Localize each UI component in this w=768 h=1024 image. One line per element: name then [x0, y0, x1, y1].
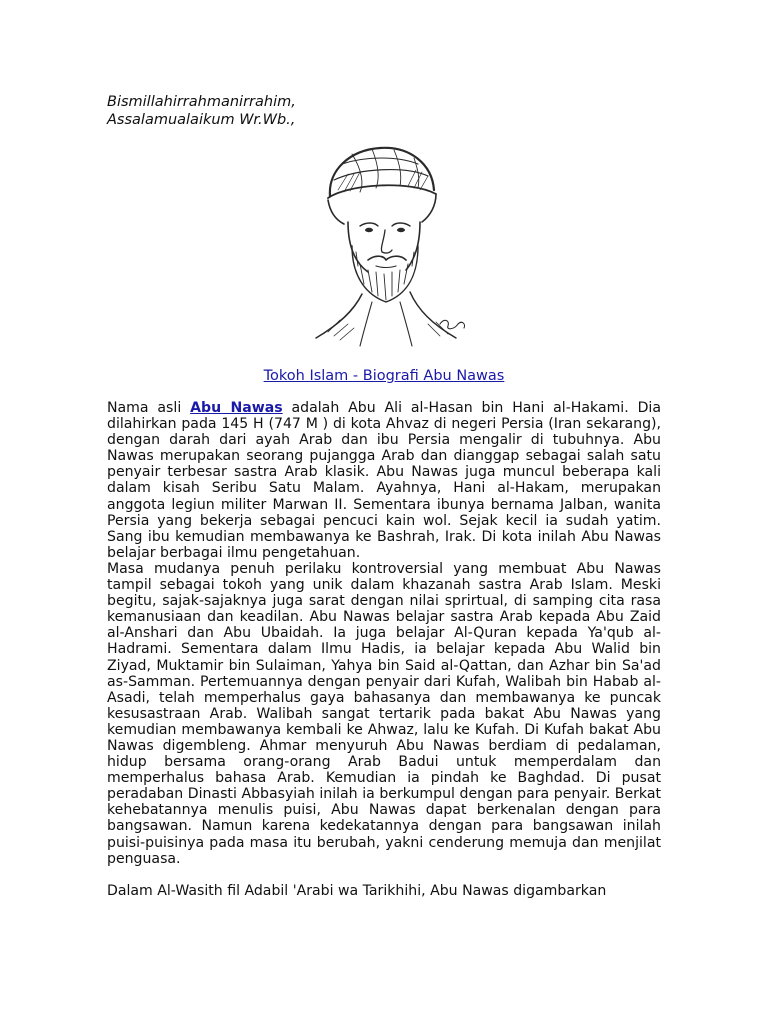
greeting-line-1: Bismillahirrahmanirrahim, [107, 94, 296, 110]
paragraph-1 [107, 400, 661, 561]
greeting [107, 93, 296, 129]
greeting-line-2: Assalamualaikum Wr.Wb., [107, 112, 296, 128]
portrait-illustration [268, 134, 488, 352]
abu-nawas-link[interactable]: Abu Nawas [190, 400, 283, 416]
paragraph-2: Masa mudanya penuh perilaku kontroversial yang membuat Abu Nawas tampil sebagai tokoh yang unik dalam khazanah sastra Arab Islam. Meski begitu, sajak-sajaknya juga sarat dengan nilai sprirtual, di samping cita rasa kemanusiaan dan keadilan. Abu Nawas belajar sastra Arab kepada Abu Zaid al-Anshari dan Abu Ubaidah. Ia juga belajar Al-Quran kepada Ya'qub al-Hadrami. Sementara dalam Ilmu Hadis, ia belajar kepada Abu Walid bin Ziyad, Muktamir bin Sulaiman, Yahya bin Said al-Qattan, dan Azhar bin Sa'ad as-Samman. Pertemuannya dengan penyair dari Kufah, Walibah bin Habab al-Asadi, telah memperhalus gaya bahasanya dan membawanya ke puncak kesusastraan Arab. Walibah sangat tertarik pada bakat Abu Nawas yang kemudian membawanya kembali ke Ahwaz, lalu ke Kufah. Di Kufah bakat Abu Nawas digembleng. Ahmar menyuruh Abu Nawas berdiam di pedalaman, hidup bersama orang-orang Arab Badui untuk memperdalam dan memperhalus bahasa Arab. Kemudian ia pindah ke Baghdad. Di pusat peradaban Dinasti Abbasyiah inilah ia berkumpul dengan para penyair. Berkat kehebatannya menulis puisi, Abu Nawas dapat berkenalan dengan para bangsawan. Namun karena kedekatannya dengan para bangsawan inilah puisi-puisinya pada masa itu berubah, yakni cenderung memuja dan menjilat penguasa. [107, 560, 661, 867]
paragraph-1-prefix: Nama asli [107, 400, 191, 416]
paragraph-1-text: adalah Abu Ali al-Hasan bin Hani al-Hakami. Dia dilahirkan pada 145 H (747 M ) di kota Ahvaz di negeri Persia (Iran sekarang), dengan darah dari ayah Arab dan ibu Persia mengalir di tubuhnya. Abu Nawas merupakan seorang pujangga Arab dan dianggap sebagai salah satu penyair terbesar sastra Arab klasik. Abu Nawas juga muncul beberapa kali dalam kisah Seribu Satu Malam. Ayahnya, Hani al-Hakam, merupakan anggota legiun militer Marwan II. Sementara ibunya bernama Jalban, wanita Persia yang bekerja sebagai pencuci kain wol. Sejak kecil ia sudah yatim. Sang ibu kemudian membawanya ke Bashrah, Irak. Di kota inilah Abu Nawas belajar berbagai ilmu pengetahuan. [107, 400, 661, 561]
paragraph-gap [107, 867, 661, 883]
article-title[interactable] [107, 367, 661, 385]
article-title-link[interactable]: Tokoh Islam - Biografi Abu Nawas [263, 368, 505, 384]
article-body [107, 400, 661, 899]
paragraph-3: Dalam Al-Wasith fil Adabil 'Arabi wa Tarikhihi, Abu Nawas digambarkan [107, 882, 607, 899]
